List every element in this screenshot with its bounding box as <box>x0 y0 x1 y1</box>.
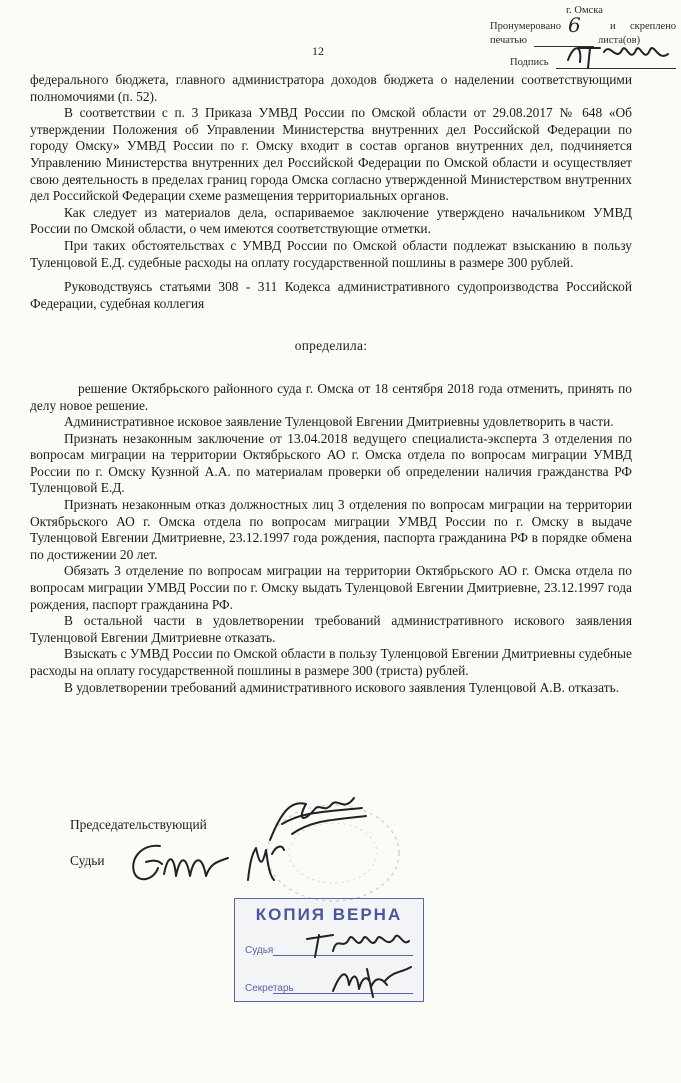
corner-signature-icon <box>564 38 674 72</box>
stamp-title: КОПИЯ ВЕРНА <box>255 905 403 924</box>
chair-label: Председательствующий <box>70 817 207 832</box>
decision-paragraph: Признать незаконным отказ должностных лиц 3 отделения по вопросам миграции на территории Октябрьского АО г. Омска отдела по вопросам миграции УМВД России по г. Омску в выдаче Туленцовой Евгении Дмитриевне, 23.12.1997 года рождения, паспорта гражданина РФ в порядке обмена по достижении 20 лет. <box>30 497 632 562</box>
certification-note <box>482 0 681 72</box>
signature-label: Подпись <box>510 57 549 68</box>
stamp-secretary-signature-icon <box>327 961 417 1001</box>
paragraph: Руководствуясь статьями 308 - 311 Кодекса административного судопроизводства Российской Федерации, судебная коллегия <box>30 279 632 311</box>
judge-signature-2-icon <box>240 836 290 892</box>
document-body <box>30 72 632 696</box>
city-label: г. Омска <box>566 5 603 16</box>
start-label: печатью <box>490 35 527 46</box>
stamp-judge-label: Судья <box>245 945 274 956</box>
judges-label: Судьи <box>70 853 105 868</box>
paragraph: При таких обстоятельствах с УМВД России по Омской области подлежат взысканию в пользу Туленцовой Е.Д. судебные расходы на оплату государственной пошлины в размере 300 рублей. <box>30 237 632 270</box>
decision-paragraph: Признать незаконным заключение от 13.04.2018 ведущего специалиста-эксперта 3 отделения по вопросам миграции на территории Октябрьского АО г. Омска отдела по вопросам миграции УМВД России по г. Омску Кузнной А.А. по материалам проверки об определении наличия гражданства РФ Туленцовой Е.Д. <box>30 430 632 496</box>
judge-signature-1-icon <box>124 836 234 892</box>
decision-paragraph: Взыскать с УМВД России по Омской области в пользу Туленцовой Евгении Дмитриевны судебные расходы на оплату государственной пошлины в размере 300 (триста) рублей. <box>30 646 632 678</box>
paragraph: федерального бюджета, главного администратора доходов бюджета о наделении соответствующими полномочиями (п. 52). <box>30 72 632 104</box>
decision-paragraph: В удовлетворении требований административного искового заявления Туленцовой А.В. отказать. <box>64 679 620 695</box>
bound-label: скреплено <box>630 21 677 32</box>
decision-paragraph: В остальной части в удовлетворении требований административного искового заявления Туленцовой Евгении Дмитриевне отказать. <box>30 613 632 645</box>
sheets-label: листа(ов) <box>598 35 641 46</box>
decision-paragraph: решение Октябрьского районного суда г. Омска от 18 сентября 2018 года отменить, принять по делу новое решение. <box>30 380 632 413</box>
decision-paragraph: Административное исковое заявление Туленцовой Евгении Дмитриевны удовлетворить в части. <box>64 414 614 430</box>
stamp-secretary-label: Секретарь <box>245 983 294 994</box>
paragraph: В соответствии с п. 3 Приказа УМВД России по Омской области от 29.08.2017 № 648 «Об утверждении Положения об Управлении Министерства внутренних дел Российской Федерации по городу Омску» УМВД России по г. Омску входит в состав органов внутренних дел, подчиняется Управлению Министерства внутренних дел Российской Федерации по Омской области и осуществляет свою деятельность в пределах границ города Омска согласно утвержденной Министерством внутренних дел Российской Федерации схеме размещения территориальных органов. <box>30 105 632 204</box>
sheet-count: 6 <box>568 13 581 37</box>
copy-certified-stamp <box>234 898 424 1002</box>
page-number: 12 <box>312 44 324 58</box>
paragraph: Как следует из материалов дела, оспариваемое заключение утверждено начальником УМВД России по Омской области, о чем имеются соответствующие отметки. <box>30 204 632 237</box>
decision-paragraph: Обязать 3 отделение по вопросам миграции на территории Октябрьского АО г. Омска отдела по вопросам миграции УМВД России по г. Омску выдать Туленцовой Евгении Дмитриевне, 23.12.1997 года рождения, паспорт гражданина РФ. <box>30 563 632 612</box>
numbered-label: Пронумеровано <box>490 21 561 32</box>
stamp-judge-signature-icon <box>303 921 413 961</box>
and-label: и <box>610 21 616 32</box>
decision-heading: определила: <box>294 338 368 354</box>
